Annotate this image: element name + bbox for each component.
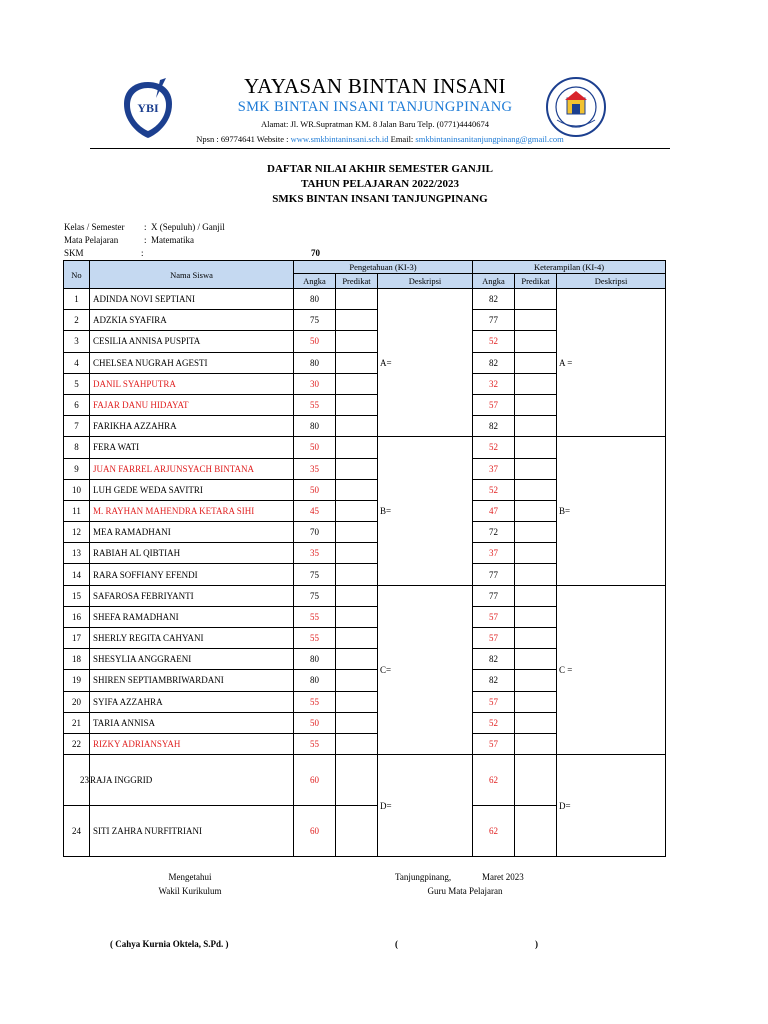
row-number: 19: [64, 670, 90, 691]
table-row: [64, 437, 666, 458]
header-ki3-deskripsi: Deskripsi: [378, 274, 473, 289]
ki4-deskripsi: C =: [557, 585, 666, 755]
ki3-predikat: [336, 352, 378, 373]
ki4-predikat: [515, 479, 557, 500]
ki3-score: 80: [294, 352, 336, 373]
student-name: RARA SOFFIANY EFENDI: [90, 564, 294, 585]
ki3-predikat: [336, 458, 378, 479]
ki4-predikat: [515, 310, 557, 331]
ki3-predikat: [336, 691, 378, 712]
row-number: 3: [64, 331, 90, 352]
ki3-predikat: [336, 606, 378, 627]
student-name: FERA WATI: [90, 437, 294, 458]
footer-date: Maret 2023: [482, 872, 524, 882]
header-ki4: Keterampilan (KI-4): [473, 261, 666, 274]
ki4-predikat: [515, 458, 557, 479]
header-nama-siswa: Nama Siswa: [90, 261, 294, 289]
ki3-score: 60: [294, 755, 336, 806]
row-number: 1: [64, 289, 90, 310]
row-number: 6: [64, 394, 90, 415]
ki4-score: 57: [473, 628, 515, 649]
footer-guru: Guru Mata Pelajaran: [427, 886, 503, 896]
ki3-predikat: [336, 755, 378, 806]
student-name: MEA RAMADHANI: [90, 522, 294, 543]
ki4-score: 57: [473, 394, 515, 415]
ki4-deskripsi: B=: [557, 437, 666, 585]
ki3-predikat: [336, 670, 378, 691]
student-name: DANIL SYAHPUTRA: [90, 373, 294, 394]
ki4-score: 72: [473, 522, 515, 543]
ki3-score: 55: [294, 733, 336, 754]
ki3-score: 75: [294, 564, 336, 585]
ki3-score: 75: [294, 310, 336, 331]
ki3-score: 50: [294, 712, 336, 733]
ki4-deskripsi: A =: [557, 289, 666, 437]
ki4-score: 82: [473, 649, 515, 670]
ki3-score: 55: [294, 691, 336, 712]
footer-right-sign-open: (: [395, 939, 398, 949]
student-name: SHIREN SEPTIAMBRIWARDANI: [90, 670, 294, 691]
ki4-predikat: [515, 691, 557, 712]
ki4-score: 77: [473, 585, 515, 606]
ki4-predikat: [515, 628, 557, 649]
ki4-score: 52: [473, 331, 515, 352]
row-number: 4: [64, 352, 90, 373]
ki3-score: 75: [294, 585, 336, 606]
student-name: ADZKIA SYAFIRA: [90, 310, 294, 331]
ki4-score: 82: [473, 670, 515, 691]
mapel-colon: :: [144, 235, 147, 245]
footer-right-sign-close: ): [535, 939, 538, 949]
student-name: M. RAYHAN MAHENDRA KETARA SIHI: [90, 500, 294, 521]
student-name: SAFAROSA FEBRIYANTI: [90, 585, 294, 606]
ki3-predikat: [336, 289, 378, 310]
ki3-score: 55: [294, 628, 336, 649]
ki3-score: 55: [294, 606, 336, 627]
student-name: SITI ZAHRA NURFITRIANI: [90, 806, 294, 857]
ki3-predikat: [336, 522, 378, 543]
foundation-name: YAYASAN BINTAN INSANI: [244, 74, 506, 98]
ki4-predikat: [515, 670, 557, 691]
ki3-predikat: [336, 649, 378, 670]
ki3-score: 80: [294, 649, 336, 670]
row-number: 7: [64, 416, 90, 437]
student-name: CHELSEA NUGRAH AGESTI: [90, 352, 294, 373]
student-name: JUAN FARREL ARJUNSYACH BINTANA: [90, 458, 294, 479]
row-number: 15: [64, 585, 90, 606]
ki4-deskripsi: D=: [557, 755, 666, 857]
school-address: Alamat: Jl. WR.Supratman KM. 8 Jalan Baru Telp. (0771)4440674: [260, 119, 490, 129]
row-number: 5: [64, 373, 90, 394]
ki4-predikat: [515, 394, 557, 415]
student-name: RABIAH AL QIBTIAH: [90, 543, 294, 564]
row-number: 10: [64, 479, 90, 500]
ki3-score: 50: [294, 437, 336, 458]
ki4-predikat: [515, 522, 557, 543]
row-number: 2: [64, 310, 90, 331]
row-number: 17: [64, 628, 90, 649]
ki3-predikat: [336, 564, 378, 585]
ki3-score: 50: [294, 479, 336, 500]
header-no: No: [64, 261, 90, 289]
ki4-score: 62: [473, 806, 515, 857]
table-row: [64, 289, 666, 310]
student-name: LUH GEDE WEDA SAVITRI: [90, 479, 294, 500]
ki3-predikat: [336, 500, 378, 521]
student-name: ADINDA NOVI SEPTIANI: [90, 289, 294, 310]
ki3-deskripsi: B=: [378, 437, 473, 585]
row-number: 14: [64, 564, 90, 585]
ki4-predikat: [515, 352, 557, 373]
row-number: 12: [64, 522, 90, 543]
ki3-predikat: [336, 712, 378, 733]
ki4-score: 82: [473, 289, 515, 310]
header-ki3: Pengetahuan (KI-3): [294, 261, 473, 274]
ki3-score: 35: [294, 458, 336, 479]
ki3-predikat: [336, 331, 378, 352]
skm-label: SKM: [64, 248, 84, 258]
ki4-predikat: [515, 649, 557, 670]
ki4-score: 52: [473, 437, 515, 458]
ki3-score: 55: [294, 394, 336, 415]
row-number: 9: [64, 458, 90, 479]
ki4-score: 52: [473, 712, 515, 733]
student-name: SHERLY REGITA CAHYANI: [90, 628, 294, 649]
header-ki3-predikat: Predikat: [336, 274, 378, 289]
ki3-score: 80: [294, 670, 336, 691]
email-link[interactable]: smkbintaninsanitanjungpinang@gmail.com: [415, 134, 564, 144]
row-number: 21: [64, 712, 90, 733]
table-row: [64, 755, 666, 806]
ki3-predikat: [336, 416, 378, 437]
grades-body: [64, 289, 666, 857]
ki4-score: 37: [473, 458, 515, 479]
row-number: 11: [64, 500, 90, 521]
ki4-predikat: [515, 373, 557, 394]
ki4-score: 57: [473, 691, 515, 712]
ki4-score: 52: [473, 479, 515, 500]
footer-left-signature: ( Cahya Kurnia Oktela, S.Pd. ): [110, 939, 229, 949]
ki4-score: 57: [473, 733, 515, 754]
ki4-score: 37: [473, 543, 515, 564]
ki3-score: 80: [294, 416, 336, 437]
kelas-colon: :: [144, 222, 147, 232]
row-number: 20: [64, 691, 90, 712]
ki4-score: 82: [473, 352, 515, 373]
header-ki3-angka: Angka: [294, 274, 336, 289]
ki4-predikat: [515, 585, 557, 606]
ki4-score: 47: [473, 500, 515, 521]
row-number: 16: [64, 606, 90, 627]
ki3-deskripsi: A=: [378, 289, 473, 437]
student-name: RIZKY ADRIANSYAH: [90, 733, 294, 754]
ki4-score: 82: [473, 416, 515, 437]
ki3-predikat: [336, 585, 378, 606]
npsn-text: Npsn : 69774641 Website :: [196, 134, 291, 144]
ki4-score: 77: [473, 310, 515, 331]
ki4-score: 57: [473, 606, 515, 627]
student-name: CESILIA ANNISA PUSPITA: [90, 331, 294, 352]
student-name: FARIKHA AZZAHRA: [90, 416, 294, 437]
doc-title-line3: SMKS BINTAN INSANI TANJUNGPINANG: [272, 193, 488, 205]
logo-ybi-text: YBI: [137, 101, 159, 115]
ki3-deskripsi: C=: [378, 585, 473, 755]
ki4-predikat: [515, 331, 557, 352]
ki4-score: 62: [473, 755, 515, 806]
table-row: [64, 585, 666, 606]
ki3-predikat: [336, 310, 378, 331]
ki3-score: 30: [294, 373, 336, 394]
footer-mengetahui: Mengetahui: [168, 872, 212, 882]
website-link[interactable]: www.smkbintaninsani.sch.id: [290, 134, 389, 144]
ki4-predikat: [515, 564, 557, 585]
row-number: 13: [64, 543, 90, 564]
footer-wakil-kurikulum: Wakil Kurikulum: [158, 886, 222, 896]
letterhead-divider: [90, 148, 670, 149]
ki4-predikat: [515, 712, 557, 733]
school-name: SMK BINTAN INSANI TANJUNGPINANG: [237, 99, 513, 115]
student-name: SYIFA AZZAHRA: [90, 691, 294, 712]
ki3-score: 50: [294, 331, 336, 352]
row-number: 22: [64, 733, 90, 754]
ki4-predikat: [515, 289, 557, 310]
mapel-value: Matematika: [151, 235, 194, 245]
doc-title-line2: TAHUN PELAJARAN 2022/2023: [300, 178, 460, 190]
ki3-score: 70: [294, 522, 336, 543]
header-ki4-predikat: Predikat: [515, 274, 557, 289]
skm-value: 70: [311, 248, 320, 258]
row-number: 23: [64, 755, 90, 806]
ki3-score: 60: [294, 806, 336, 857]
ki3-predikat: [336, 479, 378, 500]
row-number: 18: [64, 649, 90, 670]
ki4-score: 32: [473, 373, 515, 394]
ki3-score: 35: [294, 543, 336, 564]
ki4-predikat: [515, 437, 557, 458]
email-label: Email:: [388, 134, 416, 144]
ki4-predikat: [515, 416, 557, 437]
student-name: SHEFA RAMADHANI: [90, 606, 294, 627]
student-name: RAJA INGGRID: [90, 755, 294, 806]
ki3-predikat: [336, 806, 378, 857]
ki3-predikat: [336, 394, 378, 415]
row-number: 8: [64, 437, 90, 458]
header-ki4-deskripsi: Deskripsi: [557, 274, 666, 289]
ki3-score: 45: [294, 500, 336, 521]
ki4-predikat: [515, 543, 557, 564]
grades-table: [63, 260, 666, 857]
student-name: TARIA ANNISA: [90, 712, 294, 733]
skm-colon: :: [141, 248, 144, 258]
ki4-predikat: [515, 606, 557, 627]
ki4-score: 77: [473, 564, 515, 585]
doc-title-line1: DAFTAR NILAI AKHIR SEMESTER GANJIL: [267, 163, 493, 175]
student-name: SHESYLIA ANGGRAENI: [90, 649, 294, 670]
row-number: 24: [64, 806, 90, 857]
footer-place: Tanjungpinang,: [395, 872, 452, 882]
ki3-deskripsi: D=: [378, 755, 473, 857]
ki3-predikat: [336, 628, 378, 649]
ki4-predikat: [515, 755, 557, 806]
ki3-predikat: [336, 733, 378, 754]
ki4-predikat: [515, 500, 557, 521]
mapel-label: Mata Pelajaran: [64, 235, 119, 245]
student-name: FAJAR DANU HIDAYAT: [90, 394, 294, 415]
ki4-predikat: [515, 733, 557, 754]
school-contact: [90, 134, 670, 144]
ki3-score: 80: [294, 289, 336, 310]
ki3-predikat: [336, 437, 378, 458]
ki3-predikat: [336, 373, 378, 394]
kelas-value: X (Sepuluh) / Ganjil: [151, 222, 225, 232]
header-ki4-angka: Angka: [473, 274, 515, 289]
ki4-predikat: [515, 806, 557, 857]
ki3-predikat: [336, 543, 378, 564]
kelas-label: Kelas / Semester: [64, 222, 125, 232]
